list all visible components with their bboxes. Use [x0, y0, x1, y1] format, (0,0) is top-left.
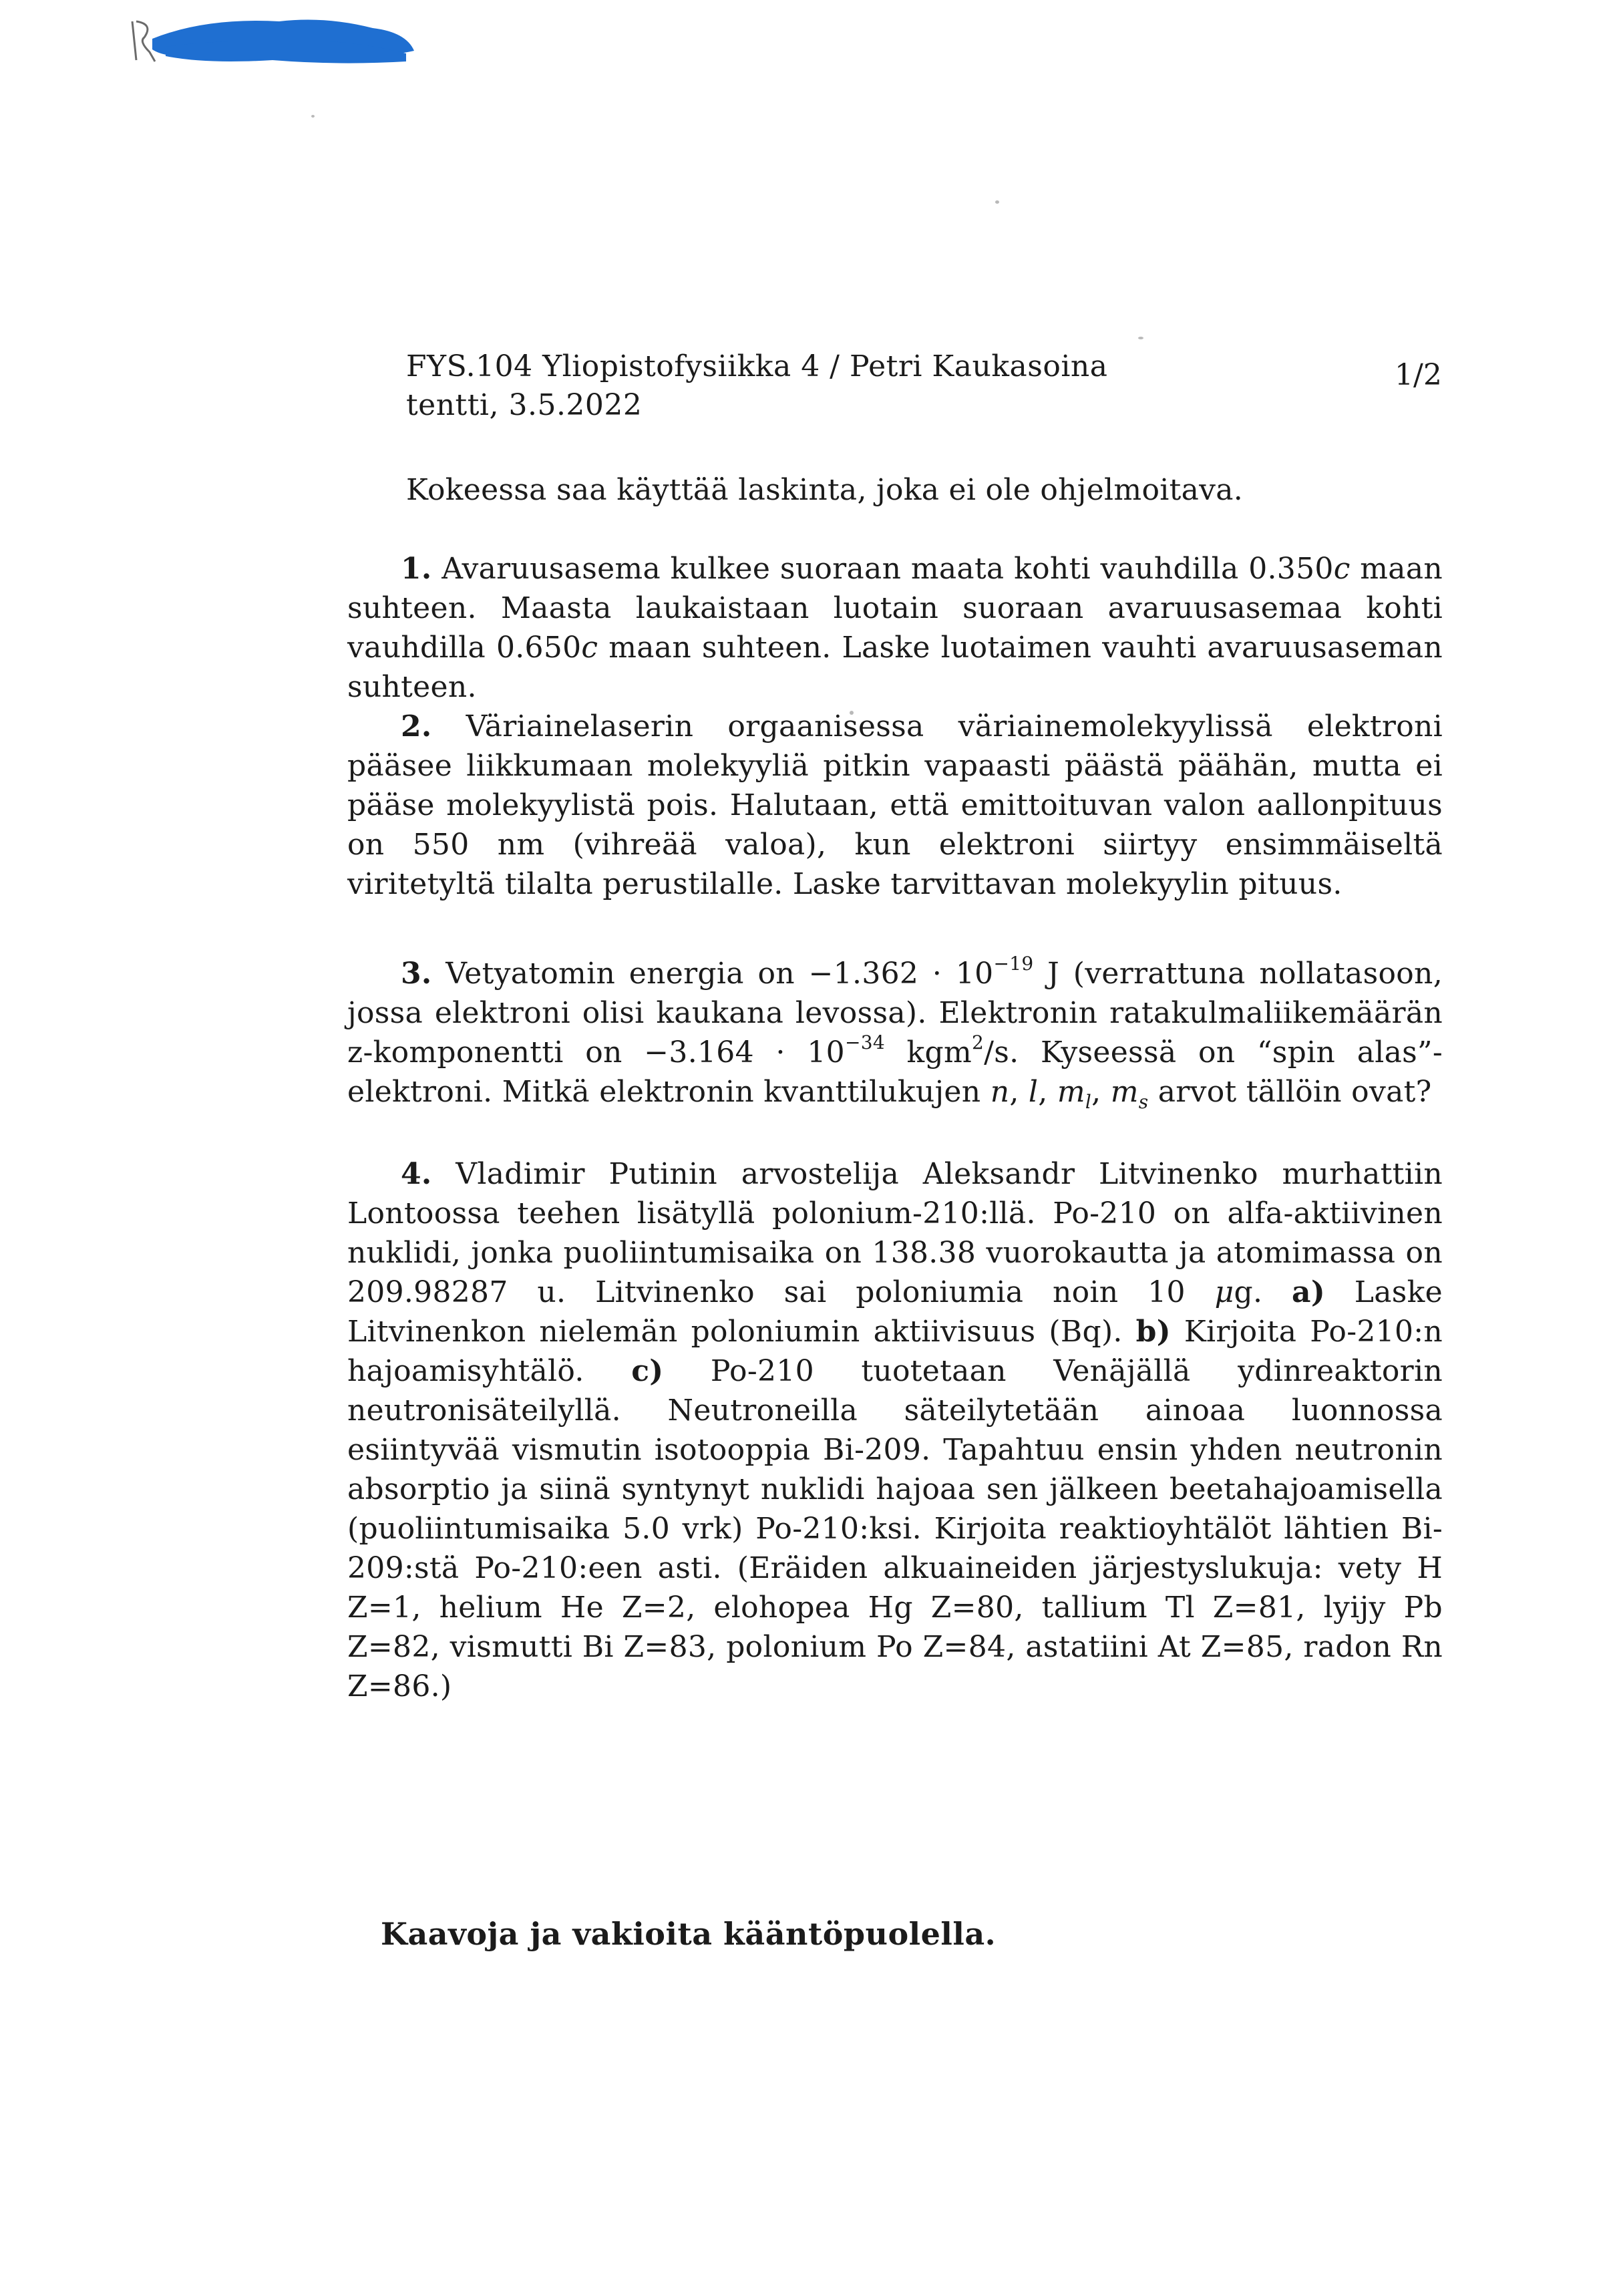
speed-of-light-symbol: c — [581, 631, 598, 665]
redaction-mark — [126, 12, 419, 71]
problem-text: Vladimir Putinin arvostelija Aleksandr Litvinenko murhattiin Lontoossa teehen lisätyllä polonium-210:llä. Po-210 on alfa-aktiivinen nuklidi, jonka puoliintumisaika on 138.38 vuorokautta ja atomimassa on 209.98287 u. Litvinenko sai poloniumia noin 10 — [347, 1157, 1443, 1309]
subtask-label-b: b) — [1135, 1315, 1171, 1349]
intro-text: Kokeessa saa käyttää laskinta, joka ei ole ohjelmoitava. — [406, 473, 1244, 507]
separator: , — [1009, 1075, 1029, 1109]
micro-symbol: μ — [1214, 1275, 1234, 1309]
course-header — [406, 347, 1107, 425]
problem-text: Vetyatomin energia on −1.362 · 10 — [445, 957, 994, 991]
subscript: s — [1138, 1091, 1149, 1113]
quantum-number-ml: m — [1057, 1075, 1085, 1109]
problem-2 — [347, 707, 1443, 904]
quantum-number-l: l — [1028, 1075, 1039, 1109]
quantum-number-ms: m — [1110, 1075, 1139, 1109]
problem-text: J (verrattuna nollatasoon, jossa elektroni olisi kaukana levossa). Elektronin ratakulmaliikemäärän z-komponentti on −3.164 · 10 — [347, 957, 1443, 1070]
exponent: −19 — [993, 953, 1034, 975]
problem-text: Kirjoita Po-210:n hajoamisyhtälö. — [347, 1315, 1443, 1388]
exponent: 2 — [971, 1031, 985, 1053]
separator: , — [1091, 1075, 1111, 1109]
exam-date: tentti, 3.5.2022 — [406, 388, 643, 422]
subtask-label-c: c) — [631, 1354, 664, 1388]
problem-3 — [347, 954, 1443, 1112]
problem-text: maan suhteen. Laske luotaimen vauhti avaruusaseman suhteen. — [347, 631, 1443, 704]
problem-text: Väriainelaserin orgaanisessa väriainemolekyylissä elektroni pääsee liikkumaan molekyyliä pitkin vapaasti päästä päähän, mutta ei pääse molekyylistä pois. Halutaan, että emittoituvan valon aallonpituus on 550 nm (vihreää valoa), kun elektroni siirtyy ensimmäiseltä viritetyltä tilalta perustilalle. Laske tarvittavan molekyylin pituus. — [347, 709, 1443, 901]
speck — [995, 200, 999, 204]
problem-text: g. — [1234, 1275, 1292, 1309]
footer-note: Kaavoja ja vakioita kääntöpuolella. — [381, 1916, 997, 1952]
problem-text: arvot tällöin ovat? — [1148, 1075, 1432, 1109]
separator: , — [1038, 1075, 1057, 1109]
problem-4 — [347, 1154, 1443, 1706]
problem-text: Po-210 tuotetaan Venäjällä ydinreaktorin neutronisäteilyllä. Neutroneilla säteilytetään ainoaa luonnossa esiintyvää vismutin isotooppia Bi-209. Tapahtuu ensin yhden neutronin absorptio ja siinä syntynyt nuklidi hajoaa sen jälkeen beetahajoamisella (puoliintumisaika 5.0 vrk) Po-210:ksi. Kirjoita reaktioyhtälöt lähtien Bi-209:stä Po-210:een asti. (Eräiden alkuaineiden järjestyslukuja: vety H Z=1, helium He Z=2, elohopea Hg Z=80, tallium Tl Z=81, lyijy Pb Z=82, vismutti Bi Z=83, polonium Po Z=84, astatiini At Z=85, radon Rn Z=86.) — [347, 1354, 1443, 1703]
problem-1 — [347, 549, 1443, 707]
exponent: −34 — [844, 1031, 885, 1053]
problem-text: kgm — [884, 1035, 972, 1070]
problem-number: 2. — [401, 709, 432, 744]
speed-of-light-symbol: c — [1333, 552, 1351, 586]
quantum-number-n: n — [990, 1075, 1010, 1109]
course-title: FYS.104 Yliopistofysiikka 4 / Petri Kaukasoina — [406, 349, 1108, 383]
subtask-label-a: a) — [1292, 1275, 1325, 1309]
problem-text: maan suhteen. Maasta laukaistaan luotain suoraan avaruusasemaa kohti vauhdilla 0.650 — [347, 552, 1443, 665]
subscript: l — [1085, 1091, 1092, 1113]
speck — [311, 115, 315, 118]
problem-number: 4. — [401, 1157, 432, 1191]
speck — [1138, 337, 1143, 339]
problem-text: Avaruusasema kulkee suoraan maata kohti vauhdilla 0.350 — [441, 552, 1334, 586]
problem-text: /s. Kyseessä on “spin alas”-elektroni. Mitkä elektronin kvanttilukujen — [347, 1035, 1443, 1109]
problem-text: Laske Litvinenkon nielemän poloniumin aktiivisuus (Bq). — [347, 1275, 1443, 1349]
page-number: 1/2 — [1395, 358, 1442, 392]
problem-number: 3. — [401, 957, 432, 991]
problem-number: 1. — [401, 552, 432, 586]
